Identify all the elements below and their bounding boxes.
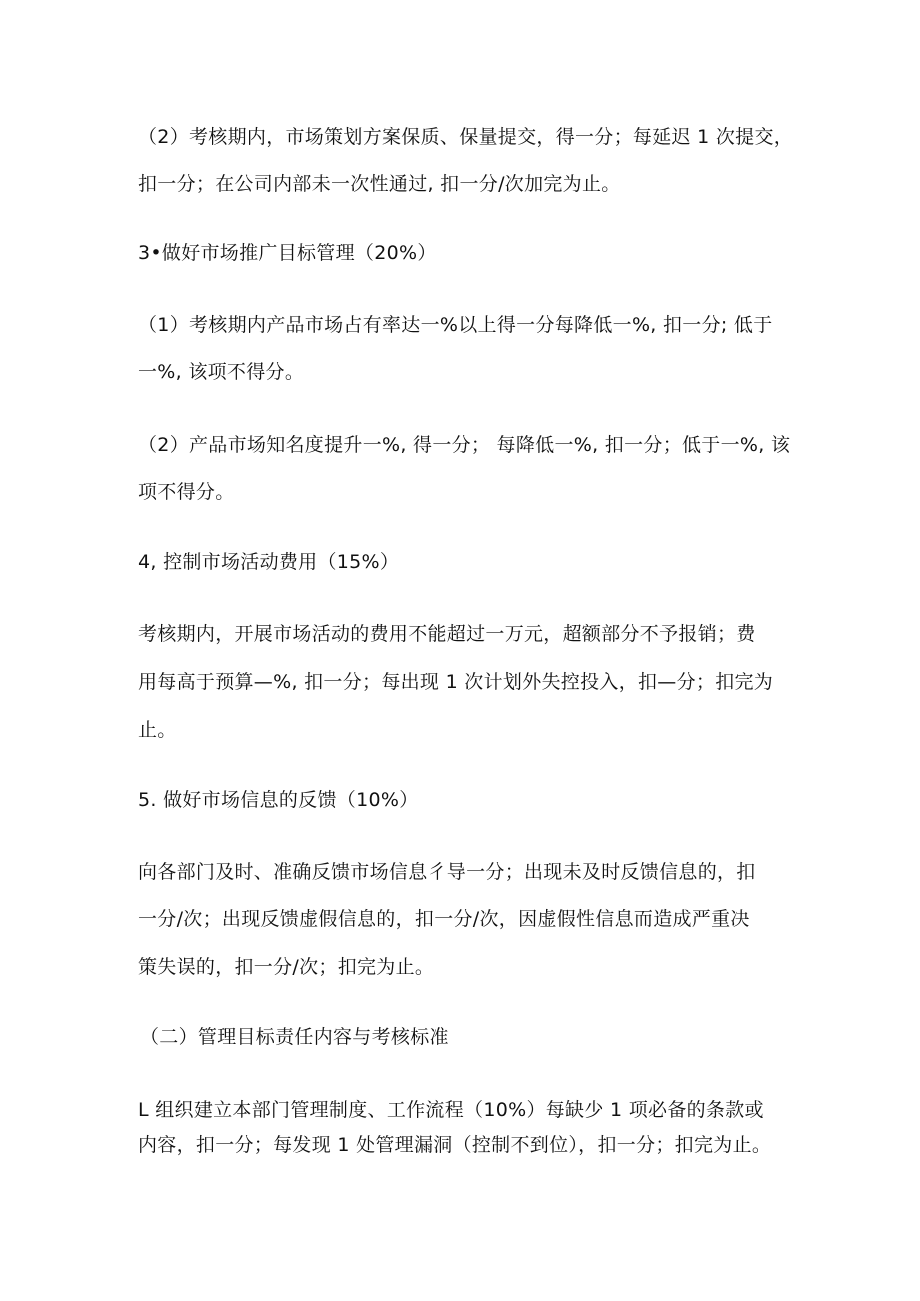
section-4-body-line-1: 考核期内，开展市场活动的费用不能超过一万元，超额部分不予报销；费 — [138, 623, 756, 645]
section-4-heading: 4, 控制市场活动费用（15%） — [138, 551, 400, 573]
section-5-body-line-3: 策失误的，扣一分/次；扣完为止。 — [138, 956, 435, 978]
section-5-heading: 5. 做好市场信息的反馈（10%） — [138, 789, 419, 811]
section-3-heading: 3•做好市场推广目标管理（20%） — [138, 242, 437, 264]
management-item-1-line-2: 内容，扣一分；每发现 1 处管理漏洞（控制不到位），扣一分；扣完为止。 — [138, 1134, 772, 1156]
management-item-1-line-1: L 组织建立本部门管理制度、工作流程（10%）每缺少 1 项必备的条款或 — [138, 1099, 764, 1121]
criterion-2-line-1: （2）考核期内，市场策划方案保质、保量提交，得一分；每延迟 1 次提交， — [138, 126, 794, 148]
section-5-body-line-2: 一分/次；出现反馈虚假信息的，扣一分/次，因虚假性信息而造成严重决 — [138, 908, 750, 930]
section-4-body-line-3: 止。 — [138, 719, 177, 741]
section-3-item-1-line-1: （1）考核期内产品市场占有率达一%以上得一分每降低一%, 扣一分; 低于 — [138, 314, 773, 336]
section-3-item-1-line-2: 一%, 该项不得分。 — [138, 361, 305, 383]
section-4-body-line-2: 用每高于预算—%, 扣一分；每出现 1 次计划外失控投入，扣—分；扣完为 — [138, 671, 774, 693]
section-3-item-2-line-2: 项不得分。 — [138, 481, 235, 503]
section-5-body-line-1: 向各部门及时、准确反馈市场信息彳导一分；出现未及时反馈信息的，扣 — [138, 861, 756, 883]
section-3-item-2-line-1: （2）产品市场知名度提升一%, 得一分； 每降低一%, 扣一分；低于一%, 该 — [138, 434, 791, 456]
part-two-heading: （二）管理目标责任内容与考核标准 — [140, 1026, 449, 1048]
criterion-2-line-2: 扣一分；在公司内部未一次性通过, 扣一分/次加完为止。 — [138, 173, 621, 195]
